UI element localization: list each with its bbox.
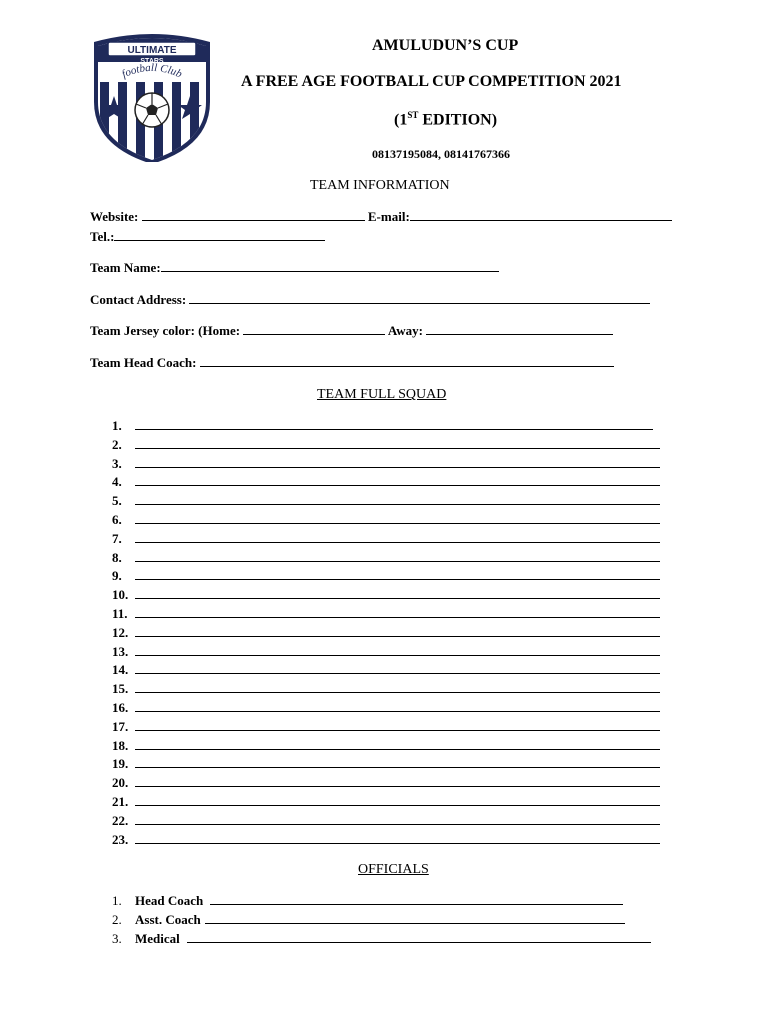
- svg-text:STARS: STARS: [140, 58, 164, 65]
- jersey-color-field[interactable]: Team Jersey color: (Home: Away:: [90, 323, 613, 339]
- squad-row-number: 10.: [112, 587, 129, 603]
- squad-row-blank-line[interactable]: [135, 681, 660, 693]
- official-row-number: 3.: [112, 930, 122, 946]
- squad-row-blank-line[interactable]: [135, 550, 660, 562]
- squad-row-number: 13.: [112, 643, 129, 659]
- squad-row-blank-line[interactable]: [135, 775, 660, 787]
- phone-numbers: 08137195084, 08141767366: [372, 147, 510, 161]
- squad-row-number: 7.: [112, 530, 122, 546]
- squad-row-blank-line[interactable]: [135, 606, 660, 618]
- squad-row-blank-line[interactable]: [135, 738, 660, 750]
- squad-row-blank-line[interactable]: [135, 568, 660, 580]
- squad-row-blank-line[interactable]: [135, 512, 660, 524]
- official-row-blank-line[interactable]: [210, 893, 623, 905]
- squad-row-number: 3.: [112, 455, 122, 471]
- email-label: E-mail:: [367, 209, 410, 224]
- squad-row-blank-line[interactable]: [135, 644, 660, 656]
- away-label: Away:: [387, 323, 423, 338]
- squad-row-number: 19.: [112, 756, 129, 772]
- squad-row-number: 6.: [112, 512, 122, 527]
- squad-row-blank-line[interactable]: [135, 719, 660, 731]
- squad-row-blank-line[interactable]: [135, 813, 660, 825]
- edition-line: (1ST EDITION): [394, 110, 498, 129]
- squad-row-number: 11.: [112, 606, 128, 621]
- squad-row-number: 2.: [112, 436, 122, 452]
- squad-row-blank-line[interactable]: [135, 418, 653, 430]
- squad-row-number: 12.: [112, 624, 129, 640]
- cup-name: AMULUDUN’S CUP: [372, 37, 519, 54]
- squad-row-number: 1.: [112, 418, 122, 433]
- official-row-blank-line[interactable]: [205, 912, 625, 924]
- squad-row-blank-line[interactable]: [135, 625, 660, 637]
- squad-row-blank-line[interactable]: [135, 493, 660, 505]
- squad-row-number: 15.: [112, 681, 129, 697]
- squad-row-number: 4.: [112, 474, 122, 490]
- squad-row-number: 23.: [112, 831, 129, 847]
- official-row-blank-line[interactable]: [187, 931, 651, 943]
- official-row-label: Head Coach: [135, 893, 204, 908]
- website-field[interactable]: Website: E-mail:: [90, 209, 672, 225]
- team-information-heading: TEAM INFORMATION: [310, 178, 450, 193]
- squad-row-blank-line[interactable]: [135, 662, 660, 674]
- squad-row-blank-line[interactable]: [135, 437, 660, 449]
- team-name-field[interactable]: Team Name:: [90, 260, 499, 276]
- squad-row-blank-line[interactable]: [135, 700, 660, 712]
- squad-row-number: 18.: [112, 737, 129, 753]
- squad-row-number: 16.: [112, 700, 129, 715]
- ultimate-stars-crest-logo: [88, 32, 216, 162]
- squad-row-blank-line[interactable]: [135, 474, 660, 486]
- svg-text:ULTIMATE: ULTIMATE: [127, 45, 177, 56]
- squad-row-blank-line[interactable]: [135, 587, 660, 599]
- squad-row-number: 14.: [112, 662, 129, 678]
- squad-row-blank-line[interactable]: [135, 456, 660, 468]
- official-row-label: Medical: [135, 930, 180, 946]
- officials-heading: OFFICIALS: [358, 862, 429, 877]
- squad-row-number: 20.: [112, 775, 129, 791]
- official-row-number: 1.: [112, 893, 122, 908]
- head-coach-field[interactable]: Team Head Coach:: [90, 355, 614, 371]
- tel-field[interactable]: Tel.:: [90, 229, 325, 245]
- squad-row-blank-line[interactable]: [135, 832, 660, 844]
- squad-row-number: 8.: [112, 549, 122, 565]
- squad-row-number: 22.: [112, 812, 129, 828]
- team-full-squad-heading: TEAM FULL SQUAD: [317, 387, 447, 402]
- squad-row-blank-line[interactable]: [135, 794, 660, 806]
- official-row-number: 2.: [112, 911, 122, 927]
- squad-row-number: 21.: [112, 794, 129, 809]
- squad-row-number: 9.: [112, 568, 122, 584]
- squad-row-blank-line[interactable]: [135, 531, 660, 543]
- squad-row-number: 5.: [112, 493, 122, 509]
- svg-text:football Club: football Club: [120, 61, 184, 81]
- squad-row-number: 17.: [112, 718, 129, 734]
- competition-title: A FREE AGE FOOTBALL CUP COMPETITION 2021: [241, 73, 622, 90]
- squad-row-blank-line[interactable]: [135, 756, 660, 768]
- contact-address-field[interactable]: Contact Address:: [90, 292, 650, 308]
- official-row-label: Asst. Coach: [135, 911, 201, 927]
